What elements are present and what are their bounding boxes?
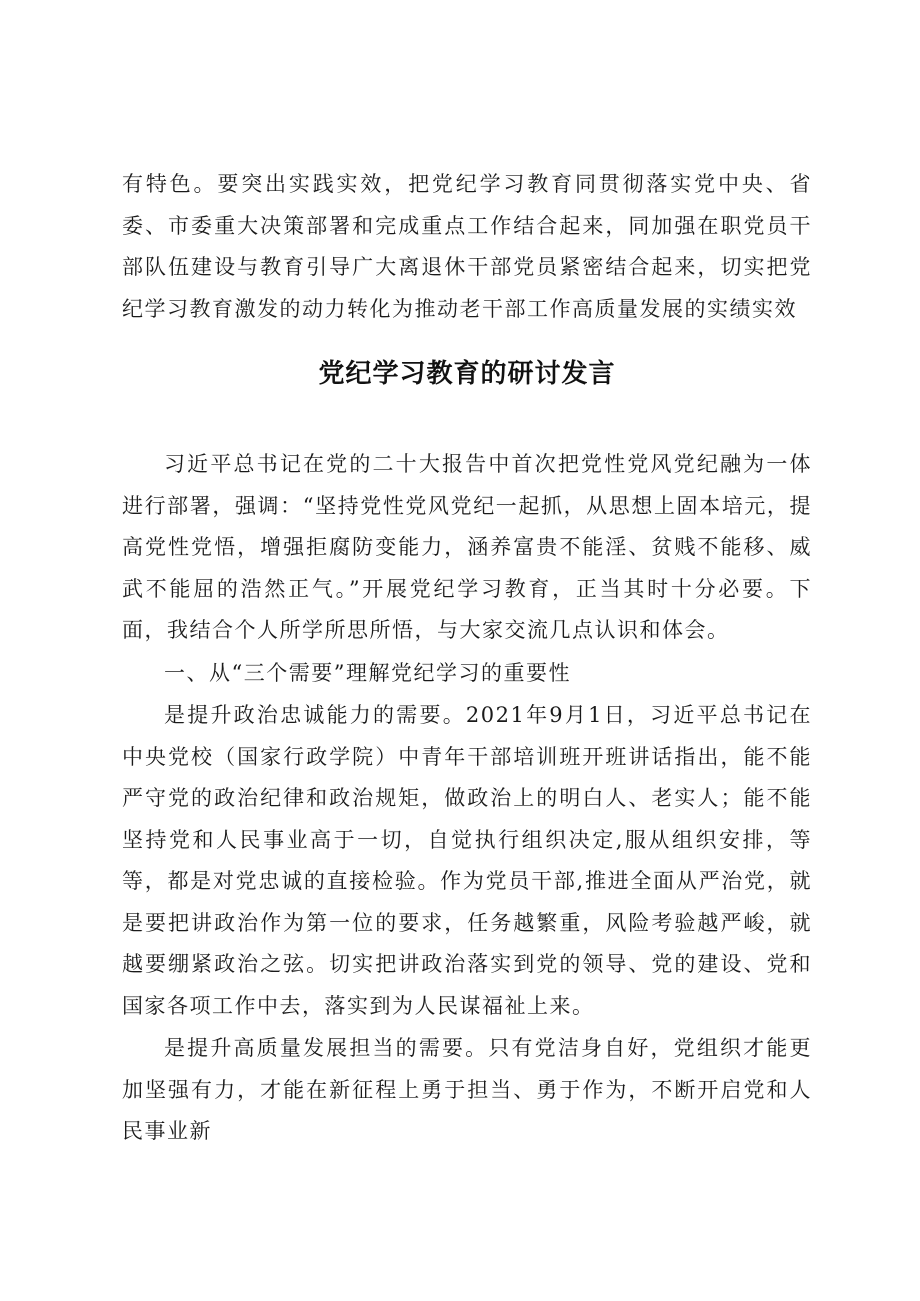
section-heading: 一、从“三个需要”理解党纪学习的重要性: [164, 660, 571, 685]
document-title: 党纪学习教育的研讨发言: [318, 359, 616, 389]
carryover-section: [122, 164, 812, 330]
body-paragraph: 是提升高质量发展担当的需要。只有党洁身自好，党组织才能更加坚强有力，才能在新征程上勇于担当、勇于作为，不断开启党和人民事业新: [122, 1036, 812, 1143]
body-paragraph: 是提升政治忠诚能力的需要。2021年9月1日，习近平总书记在中央党校（国家行政学院）中青年干部培训班开班讲话指出，能不能严守党的政治纪律和政治规矩，做政治上的明白人、老实人；能不能坚持党和人民事业高于一切，自觉执行组织决定,服从组织安排，等等，都是对党忠诚的直接检验。作为党员干部,推进全面从严治党，就是要把讲政治作为第一位的要求，任务越繁重，风险考验越严峻，就越要绷紧政治之弦。切实把讲政治落实到党的领导、党的建设、党和国家各项工作中去，落实到为人民谋福祉上来。: [122, 703, 812, 1018]
carryover-paragraph: 有特色。要突出实践实效，把党纪学习教育同贯彻落实党中央、省委、市委重大决策部署和完成重点工作结合起来，同加强在职党员干部队伍建设与教育引导广大离退休干部党员紧密结合起来，切实把党纪学习教育激发的动力转化为推动老干部工作高质量发展的实绩实效: [122, 172, 812, 321]
body-section: [122, 444, 812, 1154]
intro-paragraph: 习近平总书记在党的二十大报告中首次把党性党风党纪融为一体进行部署，强调：“坚持党性党风党纪一起抓，从思想上固本培元，提高党性党悟，增强拒腐防变能力，涵养富贵不能淫、贫贱不能移、威武不能屈的浩然正气。”开展党纪学习教育，正当其时十分必要。下面，我结合个人所学所思所悟，与大家交流几点认识和体会。: [122, 452, 812, 642]
